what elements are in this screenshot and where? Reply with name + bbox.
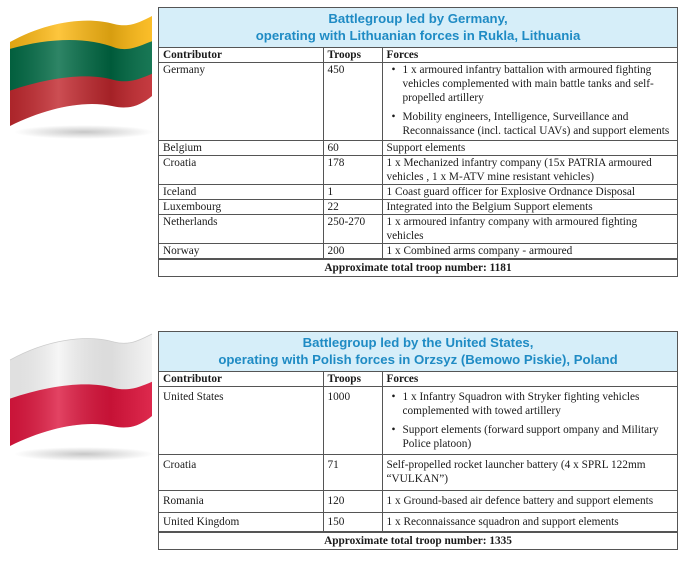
forces-cell: Self-propelled rocket launcher battery (4 x SPRL 122mm “VULKAN”) — [382, 455, 677, 491]
forces-cell: 1 x armoured infantry company with armoured fighting vehicles — [382, 215, 677, 244]
header-troops: Troops — [323, 372, 382, 387]
header-forces: Forces — [382, 372, 677, 387]
block-title-line1: Battlegroup led by Germany, — [328, 11, 508, 26]
table-row — [159, 215, 677, 244]
total-troops: Approximate total troop number: 1335 — [159, 532, 677, 549]
forces-cell — [382, 63, 677, 141]
block-title-line1: Battlegroup led by the United States, — [302, 335, 534, 350]
forces-list — [387, 63, 674, 138]
block-title — [159, 332, 677, 372]
table-row — [159, 200, 677, 215]
table-row — [159, 185, 677, 200]
troops-cell: 1000 — [323, 387, 382, 455]
header-contributor: Contributor — [159, 48, 323, 63]
contributor-cell: Croatia — [159, 455, 323, 491]
troops-cell: 150 — [323, 513, 382, 532]
table-row — [159, 141, 677, 156]
total-troops: Approximate total troop number: 1181 — [159, 259, 677, 276]
header-forces: Forces — [382, 48, 677, 63]
forces-list — [387, 390, 674, 451]
troops-cell: 1 — [323, 185, 382, 200]
forces-cell — [382, 387, 677, 455]
block-title-line2: operating with Lithuanian forces in Rukla, Lithuania — [255, 28, 581, 43]
header-contributor: Contributor — [159, 372, 323, 387]
troops-cell: 60 — [323, 141, 382, 156]
forces-cell: 1 x Reconnaissance squadron and support elements — [382, 513, 677, 532]
troops-cell: 250-270 — [323, 215, 382, 244]
contributor-cell: Croatia — [159, 156, 323, 185]
forces-list-item: • Support elements (forward support ompany and Military Police platoon) — [403, 423, 674, 451]
contributor-cell: Romania — [159, 491, 323, 513]
contributors-table — [159, 48, 677, 259]
block-title-line2: operating with Polish forces in Orzsyz (Bemowo Piskie), Poland — [218, 352, 618, 367]
forces-list-item: • Mobility engineers, Intelligence, Surveillance and Reconnaissance (incl. tactical UAVs) and support elements — [403, 110, 674, 138]
table-row — [159, 513, 677, 532]
table-header-row — [159, 372, 677, 387]
contributors-table — [159, 372, 677, 532]
contributor-cell: Belgium — [159, 141, 323, 156]
forces-list-item: • 1 x armoured infantry battalion with armoured fighting vehicles complemented with main battle tanks and self-propelled artillery — [403, 63, 674, 105]
troops-cell: 450 — [323, 63, 382, 141]
contributor-cell: United Kingdom — [159, 513, 323, 532]
contributor-cell: United States — [159, 387, 323, 455]
forces-cell: 1 x Combined arms company - armoured — [382, 244, 677, 259]
table-row — [159, 63, 677, 141]
forces-cell: Support elements — [382, 141, 677, 156]
troops-cell: 200 — [323, 244, 382, 259]
forces-cell: 1 x Ground-based air defence battery and support elements — [382, 491, 677, 513]
table-row — [159, 491, 677, 513]
poland-flag-icon — [6, 330, 156, 465]
table-row — [159, 387, 677, 455]
contributor-cell: Germany — [159, 63, 323, 141]
contributor-cell: Netherlands — [159, 215, 323, 244]
battlegroup-germany-table — [158, 7, 678, 277]
table-row — [159, 455, 677, 491]
troops-cell: 71 — [323, 455, 382, 491]
table-row — [159, 244, 677, 259]
lithuania-flag-icon — [6, 14, 156, 144]
contributor-cell: Luxembourg — [159, 200, 323, 215]
forces-cell: 1 Coast guard officer for Explosive Ordnance Disposal — [382, 185, 677, 200]
table-header-row — [159, 48, 677, 63]
contributor-cell: Iceland — [159, 185, 323, 200]
troops-cell: 22 — [323, 200, 382, 215]
table-row — [159, 156, 677, 185]
forces-cell: Integrated into the Belgium Support elements — [382, 200, 677, 215]
block-title — [159, 8, 677, 48]
battlegroup-united-states-table — [158, 331, 678, 550]
forces-cell: 1 x Mechanized infantry company (15x PATRIA armoured vehicles , 1 x M-ATV mine resistant vehicles) — [382, 156, 677, 185]
header-troops: Troops — [323, 48, 382, 63]
forces-list-item: • 1 x Infantry Squadron with Stryker fighting vehicles complemented with towed artillery — [403, 390, 674, 418]
troops-cell: 120 — [323, 491, 382, 513]
troops-cell: 178 — [323, 156, 382, 185]
contributor-cell: Norway — [159, 244, 323, 259]
